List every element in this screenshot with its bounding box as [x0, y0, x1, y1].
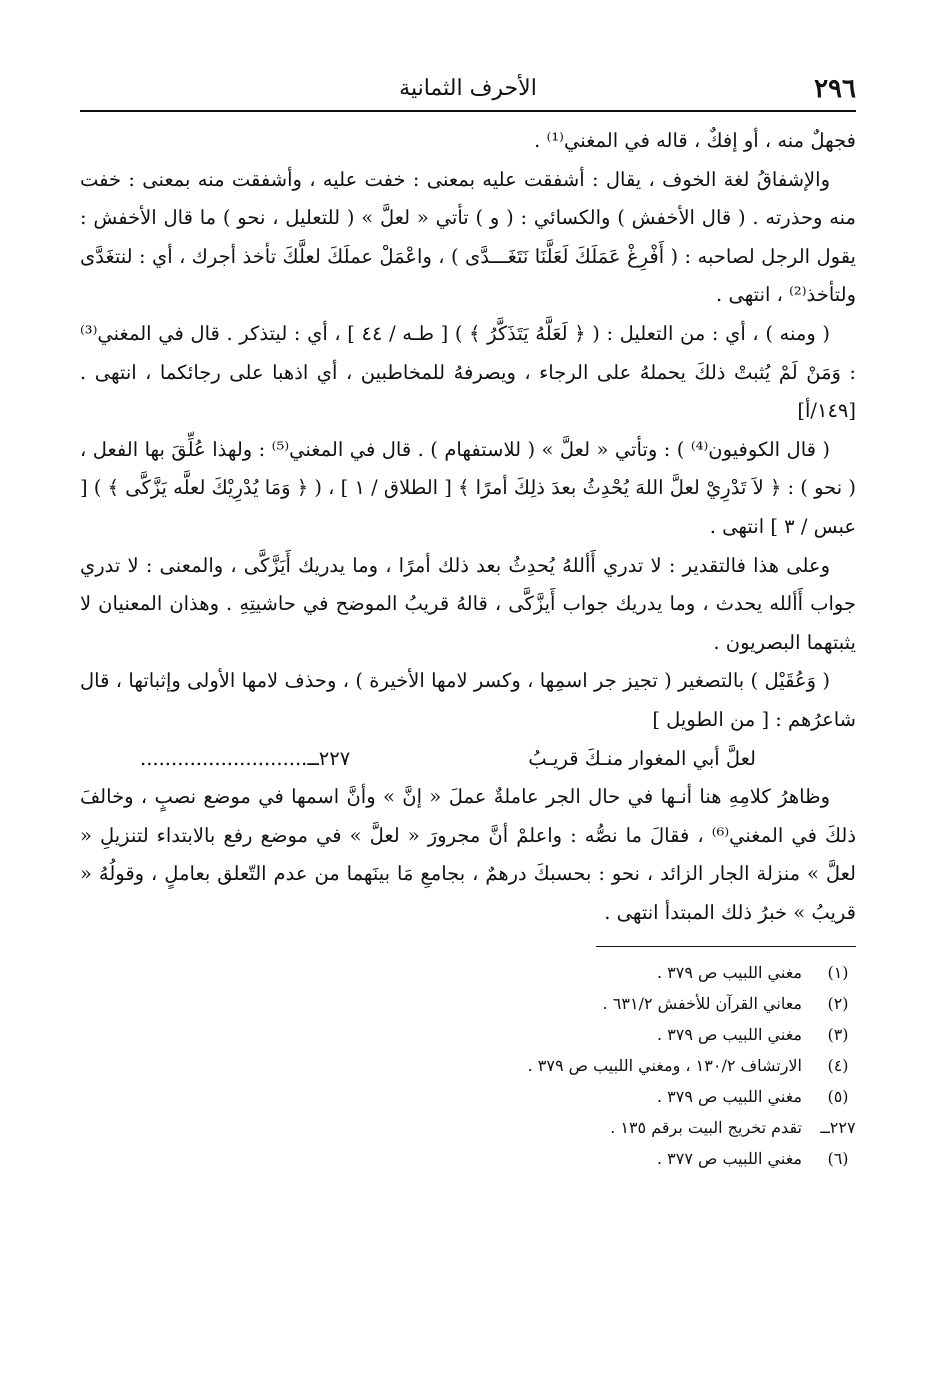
footnote-text: مغني اللبيب ص ٣٧٩ .	[657, 1025, 802, 1045]
footnote-text: مغني اللبيب ص ٣٧٧ .	[657, 1149, 802, 1169]
footnote-item	[80, 1143, 856, 1174]
paragraph: والإشفاقُ لغة الخوف ، يقال : أشفقت عليه بمعنى : خفت عليه ، وأشفقت منه بمعنى : خفت منه وحذرته . ( قال الأخفش ) والكسائي : ( و ) تأتي « لعلَّ » ( للتعليل ، نحو ) ما قال الأخفش : يقول الرجل لصاحبه : ( أَفْرِغْ عَمَلَكَ لَعَلَّنَا نَتَغَـــدَّى ) ، واعْمَلْ عملَكَ لعلَّكَ تأخذ أجرك ، أي : لنتغَدَّى ولتأخذ⁽²⁾ ، انتهى .	[80, 167, 856, 307]
footnote-number: (١)	[827, 963, 849, 983]
footnote-text: معاني القرآن للأخفش ٦٣١/٢ .	[602, 994, 802, 1014]
main-text	[80, 122, 856, 932]
verse-text: لعلَّ أبي المغوار منـكَ قريـبُ	[528, 746, 756, 770]
paragraph: ( وَعُقَيْل ) بالتصغير ( تجيز جر اسمِها ، وكسر لامها الأخيرة ) ، وحذف لامها الأولى وإثباتها ، قال شاعرُهم : [ من الطويل ]	[80, 669, 856, 731]
verse-dots: ...........................	[140, 746, 308, 770]
footnote-item	[80, 988, 856, 1019]
footnote-item	[80, 1112, 856, 1143]
footnote-number: (٦)	[827, 1149, 849, 1169]
paragraph: وعلى هذا فالتقدير : لا تدري أَأللهُ يُحدِثُ بعد ذلك أمرًا ، وما يدريك أَيَزَّكَّى ، والمعنى : لا تدري جواب أَألله يحدث ، وما يدريك جواب أَيزَّكَّى ، قالهُ قريبُ الموضح في حاشيتِهِ . وهذان المعنيان لا يثبتهما البصريون .	[80, 553, 856, 654]
footnote-separator	[596, 946, 856, 947]
footnote-item	[80, 1081, 856, 1112]
footnote-item	[80, 1019, 856, 1050]
verse-num: ٢٢٧ــ	[307, 746, 351, 770]
footnote-text: الارتشاف ١٣٠/٢ ، ومغني اللبيب ص ٣٧٩ .	[527, 1056, 802, 1076]
verse-number	[140, 740, 350, 779]
paragraph: ( ومنه ) ، أي : من التعليل : ( ﴿ لَعَلَّهُ يَتَذَكَّرُ ﴾ ) [ طـه / ٤٤ ] ، أي : ليتذكر . قال في المغني⁽³⁾ : وَمَنْ لَمْ يُثبتْ ذلكَ يحملهُ على الرجاء ، ويصرفهُ للمخاطبين ، أي اذهبا على رجائكما ، انتهى . [١٤٩/أ]	[80, 321, 856, 423]
page-number: ٢٩٦	[814, 74, 856, 104]
book-page	[80, 70, 856, 1360]
footnote-item	[80, 1050, 856, 1081]
footnote-number: (٢)	[827, 994, 849, 1014]
paragraph: ( قال الكوفيون⁽⁴⁾ ) : وتأتي « لعلَّ » ( للاستفهام ) . قال في المغني⁽⁵⁾ : ولهذا عُلِّقَ بها الفعل ، ( نحو ) : ﴿ لاَ تَدْرِيْ لعلَّ اللهَ يُحْدِثُ بعدَ ذلِكَ أمرًا ﴾ [ الطلاق / ١ ] ، ( ﴿ وَمَا يُدْرِيْكَ لعلَّه يَزَّكَّى ﴾ ) [ عبس / ٣ ] انتهى .	[79, 437, 856, 538]
footnotes	[80, 957, 856, 1174]
footnote-number: ٢٢٧ــ	[820, 1118, 856, 1138]
footnote-text: مغني اللبيب ص ٣٧٩ .	[657, 1087, 802, 1107]
footnote-number: (٤)	[827, 1056, 849, 1076]
page-header	[80, 70, 856, 112]
footnote-text: مغني اللبيب ص ٣٧٩ .	[657, 963, 802, 983]
paragraph: فجهلٌ منه ، أو إفكٌ ، قاله في المغني⁽¹⁾ .	[534, 129, 856, 152]
footnote-number: (٥)	[827, 1087, 849, 1107]
footnote-number: (٣)	[827, 1025, 849, 1045]
running-title: الأحرف الثمانية	[399, 76, 537, 101]
paragraph: وظاهرُ كلامِهِ هنا أنـها في حال الجر عاملةٌ عملَ « إنَّ » وأنَّ اسمها في موضع نصبٍ ، وخالفَ ذلكَ في المغني⁽⁶⁾ ، فقالَ ما نصُّه : واعلمْ أنَّ مجرورَ « لعلَّ » في موضع رفع بالابتداء لتنزيلِ « لعلَّ » منزلة الجار الزائد ، نحو : بحسبكَ درهمٌ ، بجامعِ مَا بينَهما من عدم التّعلق بعاملٍ ، وقولُهُ « قريبُ » خبرُ ذلك المبتدأ انتهى .	[80, 785, 857, 924]
poem-verse	[80, 740, 856, 779]
footnote-item	[80, 957, 856, 988]
footnote-text: تقدم تخريج البيت برقم ١٣٥ .	[610, 1118, 802, 1138]
